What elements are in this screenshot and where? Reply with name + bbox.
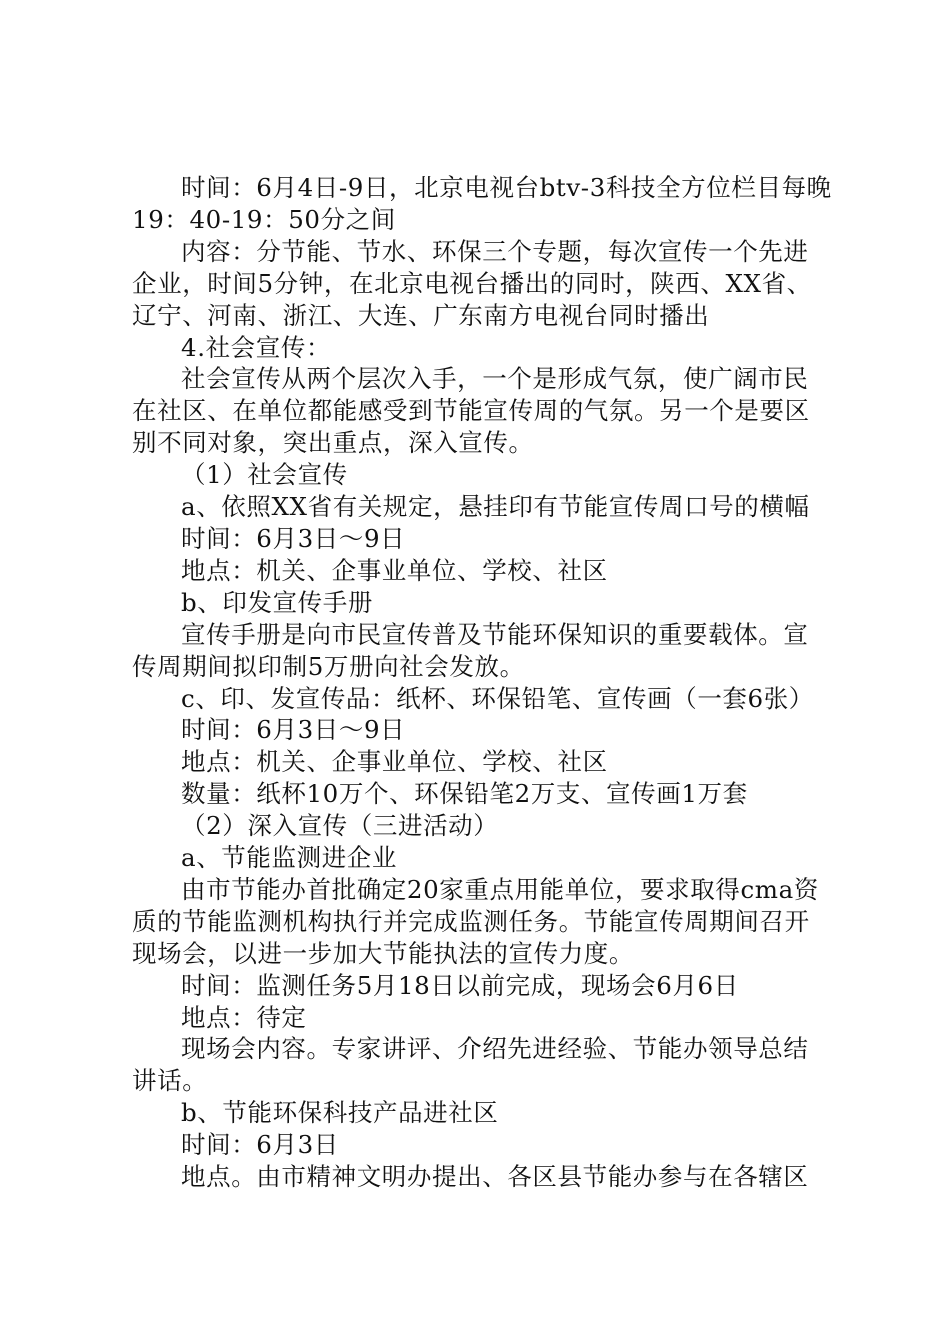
item-c-quantity: 数量：纸杯10万个、环保铅笔2万支、宣传画1万套 bbox=[181, 779, 748, 809]
item-a-monitoring-time: 时间：监测任务5月18日以前完成，现场会6月6日 bbox=[181, 970, 739, 1000]
item-a-monitoring-location: 地点：待定 bbox=[181, 1002, 307, 1032]
subheading-social-publicity: （1）社会宣传 bbox=[181, 460, 348, 490]
item-c-location: 地点：机关、企事业单位、学校、社区 bbox=[181, 747, 608, 777]
paragraph-broadcast-content: 内容：分节能、节水、环保三个专题，每次宣传一个先进企业，时间5分钟，在北京电视台播出的同时，陕西、XX省、辽宁、河南、浙江、大连、广东南方电视台同时播出 bbox=[132, 236, 812, 330]
paragraph-social-publicity-intro: 社会宣传从两个层次入手，一个是形成气氛，使广阔市民在社区、在单位都能感受到节能宣传周的气氛。另一个是要区别不同对象，突出重点，深入宣传。 bbox=[132, 364, 810, 458]
item-b-community-products: b、节能环保科技产品进社区 bbox=[181, 1098, 499, 1128]
item-a-time: 时间：6月3日～9日 bbox=[181, 523, 406, 553]
item-b-community-time: 时间：6月3日 bbox=[181, 1130, 339, 1160]
item-b-community-location: 地点。由市精神文明办提出、各区县节能办参与在各辖区 bbox=[181, 1162, 809, 1192]
paragraph-broadcast-time: 时间：6月4日-9日，北京电视台btv-3科技全方位栏目每晚19：40-19：50分之间 bbox=[132, 173, 832, 234]
item-a-meeting-content: 现场会内容。专家讲评、介绍先进经验、节能办领导总结讲话。 bbox=[132, 1034, 809, 1096]
item-b-handbook: b、印发宣传手册 bbox=[181, 587, 373, 617]
item-a-location: 地点：机关、企事业单位、学校、社区 bbox=[181, 555, 608, 585]
item-c-time: 时间：6月3日～9日 bbox=[181, 715, 406, 745]
item-b-description: 宣传手册是向市民宣传普及节能环保知识的重要载体。宣传周期间拟印制5万册向社会发放。 bbox=[132, 619, 809, 681]
subheading-in-depth-publicity: （2）深入宣传（三进活动） bbox=[181, 811, 499, 841]
item-c-materials: c、印、发宣传品：纸杯、环保铅笔、宣传画（一套6张） bbox=[181, 683, 814, 713]
section-heading-social-publicity: 4.社会宣传： bbox=[181, 332, 332, 362]
item-a-monitoring-description: 由市节能办首批确定20家重点用能单位，要求取得cma资质的节能监测机构执行并完成监测任务。节能宣传周期间召开现场会，以进一步加大节能执法的宣传力度。 bbox=[132, 874, 819, 968]
item-a-monitoring: a、节能监测进企业 bbox=[181, 843, 398, 873]
document-body bbox=[132, 172, 832, 1193]
item-a-banners: a、依照XX省有关规定，悬挂印有节能宣传周口号的横幅 bbox=[181, 492, 810, 522]
